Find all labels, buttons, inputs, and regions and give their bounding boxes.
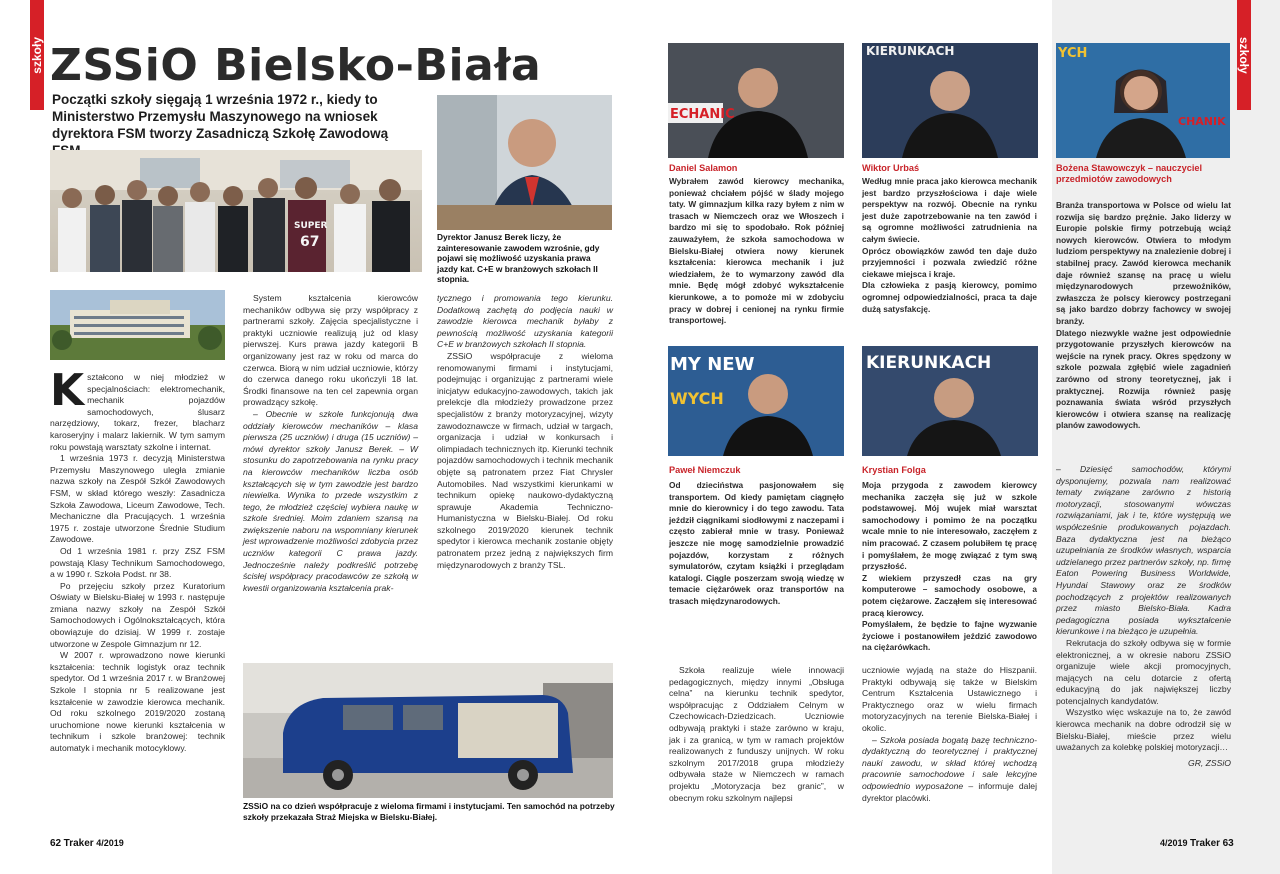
svg-text:KIERUNKACH: KIERUNKACH bbox=[866, 44, 955, 58]
name-pawel-niemczuk: Paweł Niemczuk bbox=[669, 465, 741, 475]
footer-right: 4/2019 Traker 63 bbox=[1160, 838, 1234, 849]
article-column-4: Szkoła realizuje wiele innowacji pedagogicznych, między innymi „Obsługa celna” na kierunku technik spedytor, współpracując z Oddziałem Celnym w Czechowicach-Dziedzicach. Uczniowie odbywają praktyki i staże zarówno w kraju, jak i za granicą, w tym w ramach projektów realizowanych z funduszy unijnych. W roku szkolnym 2017/2018 grupa młodzieży odbywała staże w Niemczech w ramach projektu „Motoryzacja bez granic”, w obecnym roku szkolnym najlepsi bbox=[669, 665, 844, 803]
name-bozena-stawowczyk: Bożena Stawowczyk – nauczyciel przedmiotów zawodowych bbox=[1056, 163, 1203, 184]
portrait-wiktor-urbas bbox=[862, 43, 1038, 158]
students-group-photo bbox=[50, 150, 422, 272]
svg-text:ECHANIC: ECHANIC bbox=[670, 107, 735, 122]
director-caption: Dyrektor Janusz Berek liczy, że zainteresowanie zawodem wzrośnie, gdy pojawi się możliwość uzyskania prawa jazdy kat. C+E w branżowych szkołach II stopnia. bbox=[437, 232, 600, 285]
article-column-1: Kształcono w niej młodzież w specjalnościach: elektromechanik, mechanik pojazdów samochodowych, ślusarz narzędziowy, tokarz, frezer, blacharz karoseryjny i malarz lakiernik. W tym samym roku powstają warsztaty szkolne i internat. 1 września 1973 r. decyzją Ministerstwa Przemysłu Maszynowego uległa zmianie nazwa szkoły na Zespół Szkół Zawodowych FSM, w skład którego weszły: Zasadnicza Szkoła Zawodowa, Liceum Zawodowe, Tech. Mechaniczne dla Pracujących. 1 września 1975 r. zostaje utworzone Średnie Studium Zawodowe. Od 1 września 1981 r. przy ZSZ FSM powstają Klasy Technikum Samochodowego, a w 1990 r. Szkoła Podst. nr 38. Po przejęciu szkoły przez Kuratorium Oświaty w Bielsku-Białej w 1993 r. następuje zmiana nazwy szkoły na Zespół Szkół Samochodowych i Ogólnokształcących, która obowiązuje do dzisiaj. W 1999 r. zostaje utworzone w Zespole Gimnazjum nr 12. W 2007 r. wprowadzono nowe kierunki kształcenia: technik logistyk oraz technik spedytor. Od 1 września 2017 r. w Branżowej Szkole I stopnia nr 5 realizowane jest kształcenie w zawodzie kierowca mechanik. Od roku szkolnego 2019/2020 zostaną uruchomione nowe kierunki kształcenia w technikum i szkole branżowej: technik automatyk i mechanik motocyklowy. bbox=[50, 365, 225, 753]
svg-text:MY NEW: MY NEW bbox=[670, 354, 755, 375]
article-signature: GR, ZSSiO bbox=[1188, 757, 1231, 768]
quote-krystian-folga: Moja przygoda z zawodem kierowcy mechanika zaczęła się już w szkole podstawowej. Mój wujek miał warsztat samochodowy i pomimo że na początku wcale mnie to nie interesowało, zaczęłem z nim pracować. Z czasem polubiłem tę pracę i pomyślałem, że mogę związać z tym swą przyszłość. Z wiekiem przyszedł czas na gry komputerowe – samochody osobowe, a potem ciężarowe. Zacząłem się interesować pracą kierowcy. Pomyślałem, że będzie to fajne wyzwanie życiowe i postanowiłem jeździć zawodowo na ciężarówkach. bbox=[862, 480, 1037, 653]
quote-wiktor-urbas: Według mnie praca jako kierowca mechanik jest bardzo przyszłościowa i daje wiele perspektyw na rozwój. Obecnie na rynku jest duże zapotrzebowanie na ten zawód i są ogromne możliwości zatrudnienia na całym świecie. Oprócz obowiązków zawód ten daje dużo przyjemności i pozwala zwiedzić różne ciekawe miejsca i kraje. Dla człowieka z pasją kierowcy, pomimo ogromnej odpowiedzialności, praca ta daje dużą satysfakcję. bbox=[862, 176, 1037, 314]
article-column-3: tycznego i promowania tego kierunku. Dodatkową zachętą do podjęcia nauki w zawodzie kierowca mechanik byłaby z pewnością możliwość uzyskania kategorii C+E w branżowych szkołach II stopnia. ZSSiO współpracuje z wieloma renomowanymi firmami i instytucjami, podejmując i organizując z partnerami wiele inicjatyw edukacyjno-zawodowych, takich jak prelekcje dla młodzieży prowadzone przez specjalistów z branży motoryzacyjnej, wizyty zawodoznawcze w firmach, udział w targach, organizacja i udział w konkursach i olimpiadach technicznych itp. Kierunki technik pojazdów samochodowych i technik mechanik objęte są patronatem przez Fiat Chrysler Automobiles. Nad wszystkimi kierunkami w technikum opiekę naukowo-dydaktyczną sprawuje Akademia Techniczno-Humanistyczna w Bielsku-Białej. Od roku szkolnego 2019/2020 kierunek technik spedytor i kierowca mechanik zostanie objęty patronatem przez jedną z największych firm międzynarodowych z branży TSL. bbox=[437, 293, 613, 570]
portrait-daniel-salamon bbox=[668, 43, 844, 158]
article-column-5: uczniowie wyjadą na staże do Hiszpanii. Praktyki odbywają się także w Bielskim Centrum Kształcenia Ustawicznego i Praktycznego oraz w wielu firmach motoryzacyjnych na terenie Bielska-Białej i okolic. – Szkoła posiada bogatą bazę techniczno-dydaktyczną do teoretycznej i praktycznej nauki zawodu, w skład której wchodzą pracownie samochodowe i sale lekcyjne odpowiednio wyposażone – informuje dalej dyrektor placówki. bbox=[862, 665, 1037, 803]
school-van-photo bbox=[243, 663, 613, 798]
portrait-bozena-stawowczyk bbox=[1056, 43, 1230, 158]
name-daniel-salamon: Daniel Salamon bbox=[669, 163, 738, 173]
section-tab-left: szkoły bbox=[30, 0, 44, 110]
svg-text:67: 67 bbox=[300, 234, 320, 250]
article-column-2: System kształcenia kierowców mechaników odbywa się przy współpracy z partnerami szkoły. Zajęcia specjalistyczne i praktyki uczniowie realizują już od klasy pierwszej. Kurs prawa jazdy kategorii B organizowany jest raz w roku od marca do czerwca. Biorą w nim udział uczniowie, którzy do czerwca danego roku ukończyli 18 lat. Środki finansowe na ten cel zapewnia organ prowadzący szkołę. – Obecnie w szkole funkcjonują dwa oddziały kierowców mechaników – klasa pierwsza (25 uczniów) i druga (15 uczniów) – mówi dyrektor szkoły Janusz Berek. – W stosunku do zapotrzebowania na rynku pracy na kierowców mechaników liczba osób kształcących się w tym zawodzie jest bardzo niewielka. Wynika to przede wszystkim z tego, że młodzież częściej wybiera naukę w szkole średniej. Moim zdaniem szansą na zwiększenie naboru na wspomniany kierunek jest wprowadzenie możliwości zdobycia przez uczniów kategorii C prawa jazdy. Jednocześnie należy podkreślić potrzebę ścisłej współpracy pracodawców ze szkołą w kwestii organizowania kształcenia prak- bbox=[243, 293, 418, 593]
section-tab-right: szkoły bbox=[1237, 0, 1251, 110]
article-column-6: – Dziesięć samochodów, którymi dysponujemy, pozwala nam realizować tematy związane zarówno z historią motoryzacji, stosowanymi wówczas rozwiązaniami, jak i te, które występują we współcześnie produkowanych pojazdach. Baza dydaktyczna jest na bieżąco uzupełniania ze środków własnych, wsparcia udzielanego przez partnerów szkoły, np. firmę Eaton Powering Business Worldwide, Hyundai Stawowy oraz ze środków pochodzących z projektów realizowanych przez miasto Bielsko-Biała. Kadra pedagogiczna posiada wykształcenie kierunkowe i na bieżąco je uzupełnia. Rekrutacja do szkoły odbywa się w formie elektronicznej, a w okresie naboru ZSSiO organizuje wiele akcji promocyjnych, mających na celu dotarcie z ofertą edukacyjną do jak największej liczby potencjalnych kandydatów. Wszystko więc wskazuje na to, że zawód kierowca mechanik na dobre odrodził się w Bielsku-Białej, mieście przez wielu uważanych za kolebkę polskiej motoryzacji… GR, ZSSiO bbox=[1056, 464, 1231, 768]
drop-cap: K bbox=[50, 365, 85, 416]
svg-text:YCH: YCH bbox=[1058, 46, 1088, 61]
portrait-krystian-folga bbox=[862, 346, 1038, 456]
article-lead: Początki szkoły sięgają 1 września 1972 r., kiedy to Ministerstwo Przemysłu Maszynowego na wniosek dyrektora FSM tworzy Zasadniczą Szkołę Zawodową bbox=[52, 92, 389, 141]
svg-text:KIERUNKACH: KIERUNKACH bbox=[866, 353, 992, 373]
van-caption: ZSSiO na co dzień współpracuje z wieloma firmami i instytucjami. Ten samochód na potrzeby szkoły przekazała Straż Miejska w Bielsku-Białej. bbox=[243, 801, 615, 822]
svg-text:WYCH: WYCH bbox=[670, 389, 724, 408]
footer-left: 62 Traker 4/2019 bbox=[50, 838, 124, 849]
article-title: ZSSiO Bielsko-Biała bbox=[50, 40, 542, 91]
portrait-pawel-niemczuk bbox=[668, 346, 844, 456]
quote-daniel-salamon: Wybrałem zawód kierowcy mechanika, ponieważ chciałem pójść w ślady mojego taty. W gimnazjum kilka razy byłem z nim w trasach w Niemczech oraz we Włoszech i bardzo mi się to spodobało. Rok później zauważyłem, że szkoła samochodowa w Bielsku-Białej otwiera nowy kierunek kształcenia: kierowca mechanik i już wiedziałem, że to wymarzony zawód dla mnie. Będę mógł zdobyć wykształcenie kierunkowe, a to pomoże mi w zdobyciu pracy w dobrej i cenionej na rynku firmie transportowej. bbox=[669, 176, 844, 326]
name-krystian-folga: Krystian Folga bbox=[862, 465, 926, 475]
svg-text:CHANIK: CHANIK bbox=[1178, 115, 1226, 128]
jersey-text: SUPER bbox=[294, 221, 328, 231]
quote-bozena-stawowczyk: Branża transportowa w Polsce od wielu lat rozwija się bardzo prężnie. Jako liderzy w Europie polskie firmy potrzebują wciąż nowych kierowców. Otwiera to młodym ludziom perspektywy na znalezienie dobrej i stabilnej pracy. Zawód kierowca mechanik daje również szansę na pracę u wielu międzynarodowych przewoźników, zwłaszcza że polscy kierowcy postrzegani są jako bardzo dobrzy fachowcy w swojej branży. Dlatego niezwykle ważne jest odpowiednie przygotowanie przyszłych kierowców na wejście na rynek pracy. Okres spędzony w szkole pozwala zgłębić wiele zagadnień zarówno od strony teoretycznej, jak i praktycznej. Rozwija również pasję poznawania świata wśród przyszłych kierowców i otwiera szansę na realizację planów zawodowych. bbox=[1056, 200, 1231, 431]
school-building-photo bbox=[50, 290, 225, 360]
director-photo bbox=[437, 95, 612, 230]
quote-pawel-niemczuk: Od dzieciństwa pasjonowałem się transportem. Od kiedy pamiętam ciągnęło mnie do kierownicy i do tego zawodu. Tata jeździł ciągnikami siodłowymi z naczepami i często zabierał mnie w trasy. Ponieważ jeszcze nie mogę samodzielnie prowadzić pojazdów, korzystam z różnych symulatorów, czytam książki i przeglądam katalogi. Ciągle poszerzam swoją wiedzę w temacie ciężarówek oraz transportów na trasach międzynarodowych. bbox=[669, 480, 844, 606]
name-wiktor-urbas: Wiktor Urbaś bbox=[862, 163, 920, 173]
